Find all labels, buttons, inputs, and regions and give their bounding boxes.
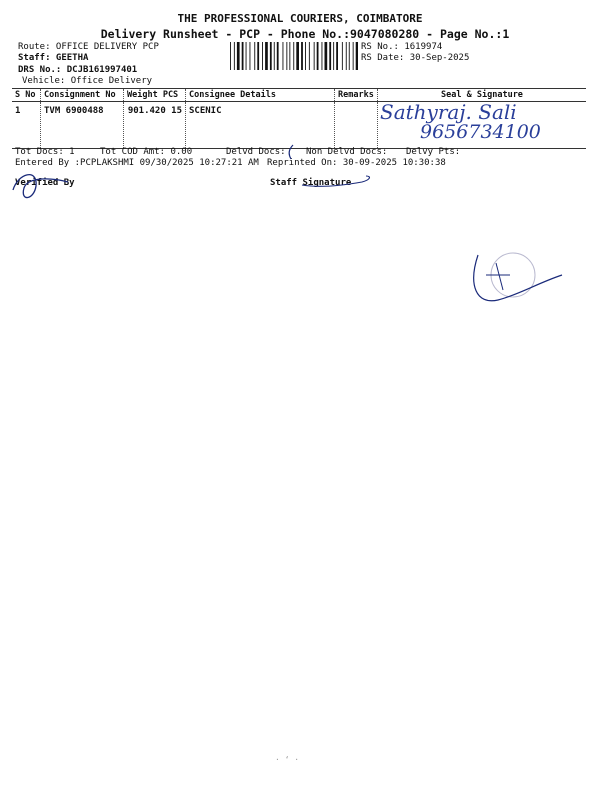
total-docs: Tot Docs: 1	[15, 147, 75, 157]
seal-stamp-mark	[458, 245, 568, 315]
entered-by: Entered By :PCPLAKSHMI 09/30/2025 10:27:21 AM	[15, 158, 259, 168]
delivery-points: Delvy Pts:	[406, 147, 461, 157]
cell-weight-pcs: 901.420 15	[124, 102, 186, 149]
delivered-docs: Delvd Docs:	[226, 147, 286, 157]
col-weight-pcs: Weight PCS	[124, 89, 186, 102]
total-cod-amount: Tot COD Amt: 0.00	[100, 147, 193, 157]
handwritten-phone: 9656734100	[420, 121, 541, 143]
cell-sno: 1	[12, 102, 41, 149]
verified-signature-scribble	[8, 168, 78, 202]
runsheet-subtitle: Delivery Runsheet - PCP - Phone No.:9047080280 - Page No.:1	[100, 27, 510, 41]
barcode-image	[230, 42, 358, 70]
col-remarks: Remarks	[335, 89, 378, 102]
scan-speck: · ‘ ·	[275, 755, 300, 764]
reprinted-on: Reprinted On: 30-09-2025 10:30:38	[267, 158, 446, 168]
non-delivered-docs: Non Delvd Docs:	[306, 147, 388, 157]
cell-consignment: TVM 6900488	[41, 102, 124, 149]
rs-date: RS Date: 30-Sep-2025	[361, 53, 470, 63]
staff-signature-label: Staff Signature	[270, 178, 352, 188]
drs-number: DRS No.: DCJB161997401	[18, 65, 138, 75]
col-seal-signature: Seal & Signature	[378, 89, 587, 102]
verified-by-label: Verified By	[15, 178, 75, 188]
rs-number: RS No.: 1619974	[361, 42, 443, 52]
company-title: THE PROFESSIONAL COURIERS, COIMBATORE	[177, 12, 423, 25]
delivered-tick-mark	[286, 144, 296, 160]
vehicle-label: Vehicle: Office Delivery	[22, 76, 153, 86]
cell-remarks	[335, 102, 378, 149]
col-sno: S No	[12, 89, 41, 102]
staff-signature-scribble	[300, 170, 380, 190]
col-consignee: Consignee Details	[186, 89, 335, 102]
handwritten-signature-name: Sathyraj. Sali	[380, 100, 517, 124]
staff-label: Staff: GEETHA	[18, 53, 89, 63]
cell-consignee: SCENIC	[186, 102, 335, 149]
route-label: Route: OFFICE DELIVERY PCP	[18, 42, 159, 52]
col-consignment: Consignment No	[41, 89, 124, 102]
